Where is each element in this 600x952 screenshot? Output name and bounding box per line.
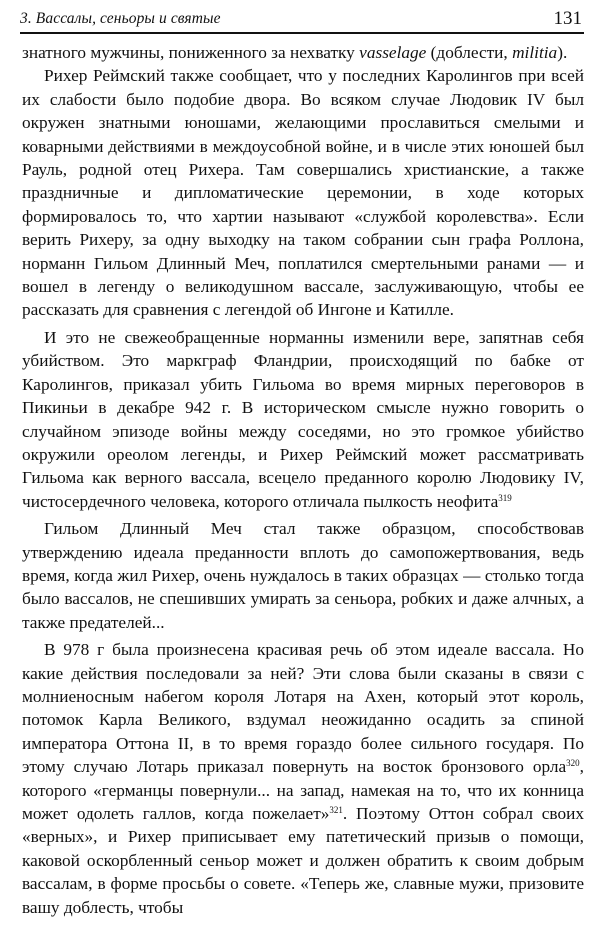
text-run: (доблести,: [426, 43, 513, 62]
chapter-title: 3. Вассалы, сеньоры и святые: [20, 10, 221, 27]
italic-term: vasselage: [359, 43, 427, 62]
paragraph: [22, 638, 584, 919]
italic-term: militia: [512, 43, 558, 62]
text-run: , которого «германцы повернули... на запад, намекая на то, что их конница может одолеть галлов, когда пожелает»: [22, 757, 584, 823]
text-run: . Поэтому Оттон собрал своих «верных», и Рихер приписывает ему патетический призыв о помощи, каковой оскорбленный сеньор может и должен обратить к своим добрым вассалам, в форме просьбы о совете. «Теперь же, славные мужи, призовите вашу доблесть, чтобы: [22, 804, 584, 917]
page-number: 131: [553, 8, 582, 29]
running-header: [20, 6, 584, 34]
text-run: ).: [557, 43, 568, 62]
footnote-ref: 320: [566, 758, 580, 769]
footnote-ref: 321: [329, 805, 343, 815]
paragraph: Гильом Длинный Меч стал также образцом, способствовав утверждению идеала преданности вплоть до самопожертвования, ведь время, когда жил Рихер, очень нуждалось в таких образцах — столько тогда было вассалов, не спешивших умирать за сеньора, робких и даже алчных, а также предателей...: [22, 519, 584, 632]
text-run: знатного мужчины, пониженного за нехватку: [22, 43, 360, 62]
text-run: В 978 г была произнесена красивая речь об этом идеале вассала. Но какие действия последовали за ней? Эти слова были сказаны в связи с молниеносным набегом короля Лотаря на Ахен, который этот король, потомок Карла Великого, вздумал неожиданно осадить за спиной императора Оттона II, в то время гораздо более сильного государя. По этому случаю Лотарь приказал повернуть на восток бронзового орла: [22, 640, 584, 777]
paragraph: Рихер Реймский также сообщает, что у последних Каролингов при всей их слабости было подобие двора. Во всяком случае Людовик IV был окружен знатными юношами, желающими прославиться смелыми и коварными действиями в междоусобной войне, и в числе этих юношей был Рауль, родной отец Рихера. Там совершались христианские, а также праздничные и дипломатические церемонии, в ходе которых формировалось то, что хартии называют «службой королевства». Если верить Рихеру, за одну выходку на таком собрании сын графа Роллона, норманн Гильом Длинный Меч, поплатился смертельными ранами — и вошел в легенду о великодушном вассале, заслуживающую, чтобы ее рассказать для сравнения с легендой об Ингоне и Катилле.: [22, 66, 584, 320]
body-text: [22, 41, 584, 919]
footnote-ref: 319: [498, 492, 512, 503]
paragraph-continuation: [22, 41, 584, 64]
paragraph: [22, 326, 584, 513]
text-run: И это не свежеобращенные норманны изменили вере, запятнав себя убийством. Это маркграф Фландрии, происходящий по бабке от Каролингов, приказал убить Гильома во время мирных переговоров в Пикиньи в декабре 942 г. В историческом смысле нужно говорить о случайном эпизоде войны между соседями, но это громкое убийство окружили ореолом легенды, и Рихер Реймский может рассматривать Гильома как верного вассала, всецело преданного королю Людовику IV, чистосердечного человека, которого отличала пылкость неофита: [22, 327, 584, 511]
